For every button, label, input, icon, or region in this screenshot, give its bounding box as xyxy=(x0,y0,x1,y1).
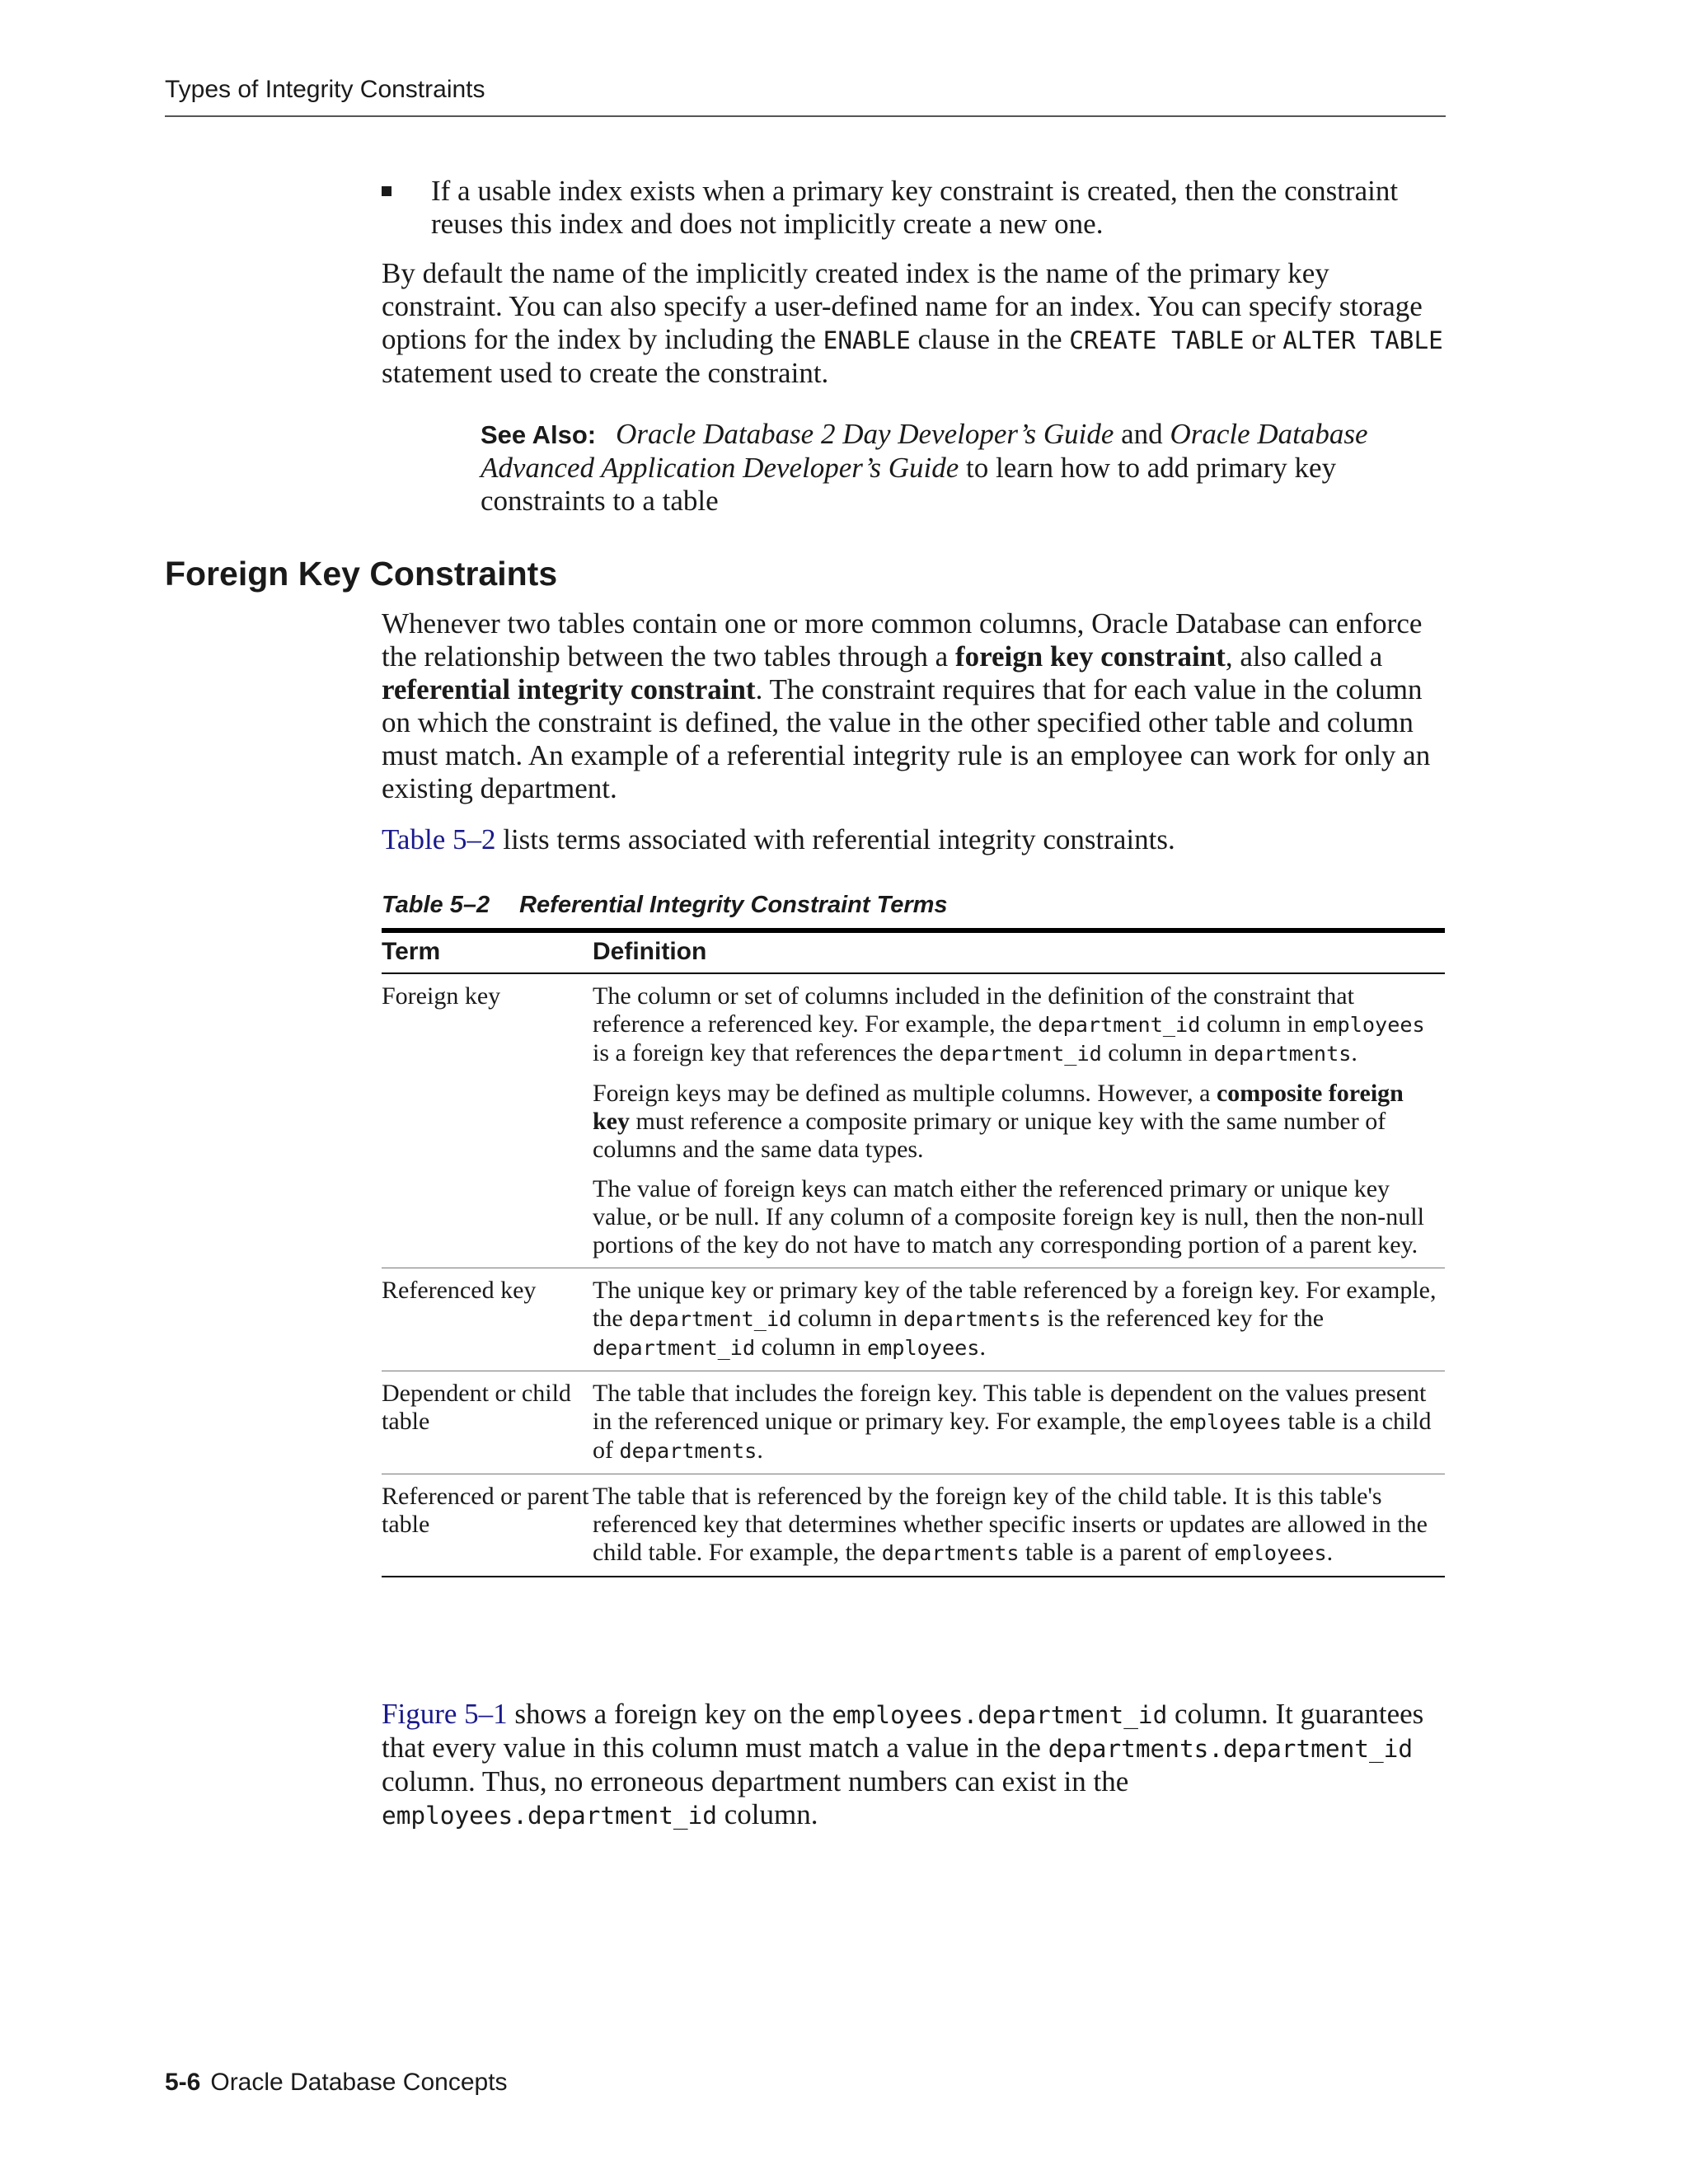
code-identifier: departments xyxy=(619,1439,757,1463)
code-identifier: employees xyxy=(1169,1410,1282,1434)
table-row xyxy=(382,1268,1445,1371)
code-identifier: departments xyxy=(1213,1042,1352,1066)
term-cell: Foreign key xyxy=(382,973,593,1268)
definition-paragraph xyxy=(593,982,1445,1068)
text-run: clause in the xyxy=(910,323,1070,355)
bullet-item xyxy=(382,175,1445,241)
text-run: . The constraint requires that for each value in the column on which the constraint is defined, the value in the other specified other table and column must match. An example of a referential integrity rule is an employee can work for only an existing department. xyxy=(382,673,1431,804)
text-run: column in xyxy=(791,1305,904,1332)
definition-cell xyxy=(593,1371,1445,1474)
book-title-adv-app-dev[interactable]: Oracle Database Advanced Application Developer’s Guide xyxy=(481,418,1368,484)
text-run: column. It guarantees that every value in this column must match a value in the xyxy=(382,1698,1424,1764)
term-referential-integrity-constraint: referential integrity constraint xyxy=(382,673,756,705)
bullet-text: If a usable index exists when a primary key constraint is created, then the constraint reuses this index and does not implicitly create a new one. xyxy=(431,175,1399,240)
code-create-table: CREATE TABLE xyxy=(1069,326,1245,354)
code-alter-table: ALTER TABLE xyxy=(1282,326,1443,354)
code-identifier: departments xyxy=(881,1541,1020,1565)
text-run: lists terms associated with referential integrity constraints. xyxy=(495,823,1175,855)
code-identifier: employees xyxy=(1312,1013,1425,1037)
text-run: must reference a composite primary or unique key with the same number of columns and the same data types. xyxy=(593,1108,1386,1163)
text-run: By default the name of the implicitly created index is the name of the primary key constraint. You can also specify a user-defined name for an index. You can specify storage options for the index by including the xyxy=(382,257,1423,355)
column-header-definition: Definition xyxy=(593,930,1445,973)
running-header: Types of Integrity Constraints xyxy=(165,76,485,103)
text-run: . xyxy=(757,1436,763,1464)
term-cell: Dependent or child table xyxy=(382,1371,593,1474)
term-cell: Referenced or parent table xyxy=(382,1474,593,1577)
page-number: 5-6 xyxy=(165,2069,201,2096)
text-run: . xyxy=(979,1333,986,1361)
text-run: The table that includes the foreign key. This table is dependent on the values present in the referenced unique or primary key. For example, the xyxy=(593,1380,1427,1435)
term-cell: Referenced key xyxy=(382,1268,593,1371)
table-caption-number: Table 5–2 xyxy=(382,892,490,918)
definition-cell xyxy=(593,1474,1445,1577)
paragraph-table-reference xyxy=(382,823,1445,856)
text-run: column in xyxy=(755,1333,867,1361)
table-link[interactable]: Table 5–2 xyxy=(382,823,496,855)
text-run: statement used to create the constraint. xyxy=(382,357,829,389)
text-run: , also called a xyxy=(1225,640,1383,673)
section-title: Foreign Key Constraints xyxy=(165,555,558,593)
text-run: . xyxy=(1326,1539,1334,1566)
code-enable: ENABLE xyxy=(823,326,911,354)
see-also-note xyxy=(481,418,1387,518)
term-composite-foreign-key: composite foreign key xyxy=(593,1080,1404,1135)
code-identifier: department_id xyxy=(939,1042,1102,1066)
text-run: is a foreign key that references the xyxy=(593,1039,940,1066)
code-identifier: department_id xyxy=(629,1307,792,1331)
code-identifier: employees xyxy=(1214,1541,1327,1565)
text-run: and xyxy=(1114,418,1170,450)
paragraph-index-naming xyxy=(382,257,1445,390)
text-run: The unique key or primary key of the table referenced by a foreign key. For example, the xyxy=(593,1277,1437,1332)
table-row xyxy=(382,973,1445,1268)
text-run: . xyxy=(1351,1039,1357,1066)
text-run: column. Thus, no erroneous department numbers can exist in the xyxy=(382,1765,1129,1797)
see-also-label: See Also: xyxy=(481,420,597,449)
text-run: column in xyxy=(1101,1039,1214,1066)
column-header-term: Term xyxy=(382,930,593,973)
header-rule xyxy=(165,115,1446,117)
text-run: is the referenced key for the xyxy=(1040,1305,1325,1332)
code-identifier: departments xyxy=(903,1307,1041,1331)
page-footer xyxy=(165,2069,508,2097)
term-foreign-key-constraint: foreign key constraint xyxy=(954,640,1226,673)
paragraph-foreign-key-intro xyxy=(382,607,1445,805)
table-row xyxy=(382,1371,1445,1474)
definition-cell xyxy=(593,1268,1445,1371)
text-run: or xyxy=(1244,323,1283,355)
definition-paragraph xyxy=(593,1080,1445,1164)
table-caption xyxy=(382,892,948,919)
text-run: column in xyxy=(1200,1010,1313,1038)
code-identifier: employees.department_id xyxy=(832,1701,1168,1729)
text-run: to learn how to add primary key constraints to a table xyxy=(481,452,1337,517)
table-header-row xyxy=(382,930,1445,973)
figure-link[interactable]: Figure 5–1 xyxy=(382,1698,508,1730)
paragraph-figure-reference xyxy=(382,1698,1445,1832)
definition-paragraph: The value of foreign keys can match either the referenced primary or unique key value, or be null. If any column of a composite foreign key is null, then the non-null portions of the key do not have to match any corresponding portion of a parent key. xyxy=(593,1175,1424,1258)
text-run: The column or set of columns included in the definition of the constraint that reference a referenced key. For example, the xyxy=(593,982,1354,1038)
text-run: table is a child of xyxy=(593,1408,1432,1464)
code-identifier: employees.department_id xyxy=(382,1802,717,1830)
book-title: Oracle Database Concepts xyxy=(210,2069,508,2096)
text-run: column. xyxy=(716,1798,818,1830)
text-run: table is a parent of xyxy=(1019,1539,1215,1566)
definition-cell xyxy=(593,973,1445,1268)
text-run: Foreign keys may be defined as multiple columns. However, a xyxy=(593,1080,1217,1107)
book-title-2-day-dev[interactable]: Oracle Database 2 Day Developer’s Guide xyxy=(616,418,1114,450)
bullet-marker xyxy=(382,186,392,196)
text-run: shows a foreign key on the xyxy=(507,1698,832,1730)
code-identifier: departments.department_id xyxy=(1048,1735,1414,1763)
text-run: The table that is referenced by the foreign key of the child table. It is this table's referenced key that determines whether specific inserts or updates are allowed in the child table. For example, the xyxy=(593,1483,1428,1566)
code-identifier: employees xyxy=(866,1336,980,1360)
code-identifier: department_id xyxy=(593,1336,756,1360)
code-identifier: department_id xyxy=(1038,1013,1201,1037)
text-run: Whenever two tables contain one or more common columns, Oracle Database can enforce the relationship between the two tables through a xyxy=(382,607,1423,673)
table-row xyxy=(382,1474,1445,1577)
constraint-terms-table xyxy=(382,928,1445,1577)
table-caption-title: Referential Integrity Constraint Terms xyxy=(519,892,948,918)
